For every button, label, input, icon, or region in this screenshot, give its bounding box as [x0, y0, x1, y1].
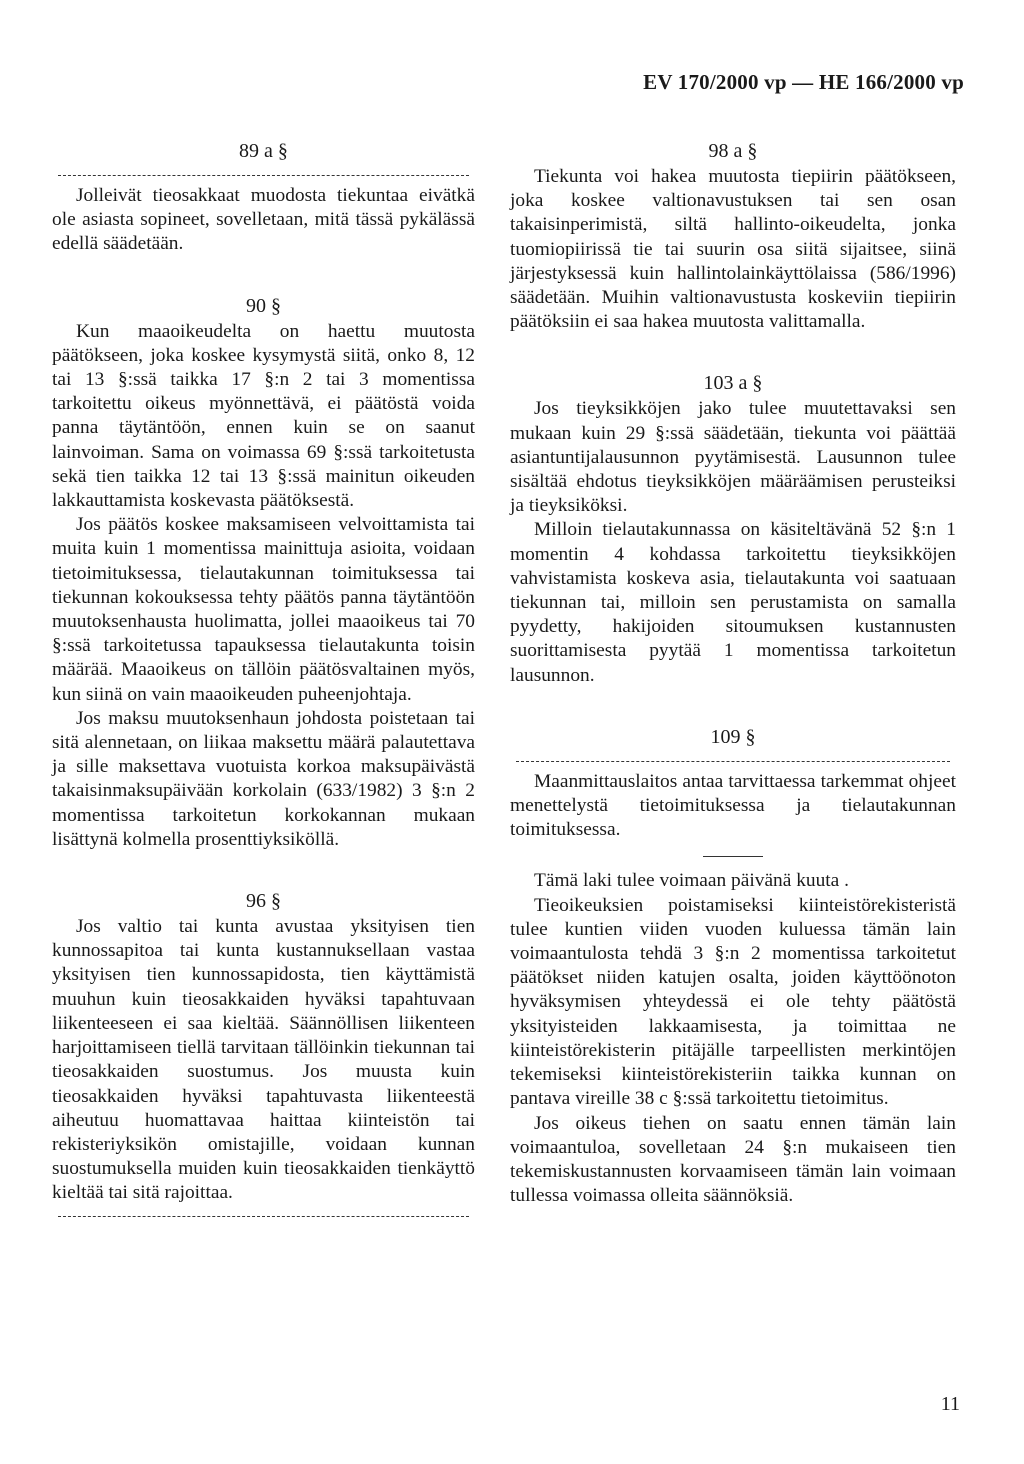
- section-90-heading: 90 §: [246, 294, 281, 317]
- section-89a-paragraph: Jolleivät tieosakkaat muodosta tiekuntaa eivätkä ole asiasta sopineet, sovelletaan, mitä tässä pykälässä edellä säädetään.: [52, 185, 475, 255]
- entry-into-force-paragraph: Tämä laki tulee voimaan päivänä kuuta .: [534, 870, 849, 892]
- transition-paragraph-1: Tieoikeuksien poistamiseksi kiinteistörekisteristä tulee kuntien viiden vuoden kuluessa tämän lain voimaantulosta tehdä 3 §:n 2 momentissa tarkoitetut päätökset niiden katujen osalta, joiden käyttöönoton hyväksymisen yhteydessä ei ole tehty päätöstä yksityisteiden lakkaamisesta, ja toimittaa ne kiinteistörekisterin pitäjälle tarpeellisten merkintöjen tekemiseksi kiinteistörekisteriin taikka kunnan on pantava vireille 38 c §:ssä tarkoitettu tietoimitus.: [510, 894, 956, 1110]
- section-103a-paragraph-1: Jos tieyksikköjen jako tulee muutettavaksi sen mukaan kuin 29 §:ssä säädetään, tiekunta voi päättää asiantuntijalausunnon pyytämisestä. Lausunnon tulee sisältää ehdotus tieyksikköjen määräämisen perusteiksi ja tieyksiköksi.: [510, 398, 956, 517]
- section-90-paragraph-3: Jos maksu muutoksenhaun johdosta poistetaan tai sitä alennetaan, on liikaa maksettu määrä palautettava ja sille maksettava vuotuista korkoa maksupäivästä takaisinmaksupäivään korkolain (633/1982) 3 §:n 2 momentissa tarkoitetun korkokannan mukaan lisättynä kolmella prosenttiyksiköllä.: [52, 707, 475, 850]
- omission-dash: [58, 1216, 469, 1217]
- left-column: [52, 138, 475, 1225]
- section-90-paragraph-1: Kun maaoikeudelta on haettu muutosta päätökseen, joka koskee kysymystä siitä, onko 8, 12 tai 13 §:ssä taikka 17 §:n 2 tai 3 momentissa tarkoitettu oikeus myönnettävä, ei päätöstä voida panna täytäntöön, ennen kuin se on saanut lainvoiman. Sama on voimassa 69 §:ssä tarkoitetusta sekä tien taikka 12 tai 13 §:ssä mainitun oikeuden lakkauttamista koskevasta päätöksestä.: [52, 320, 475, 512]
- section-103a-paragraph-2: Milloin tielautakunnassa on käsiteltävänä 52 §:n 1 momentin 4 kohdassa tarkoitettu tieyksikköjen vahvistamista koskeva asia, tielautakunta voi saatuaan tiekunnan tai, milloin sen perustamista on samalla pyydetty, hakijoiden sitoumuksen kustannusten suorittamisesta pyytää 1 momentissa tarkoitetun lausunnon.: [510, 519, 956, 686]
- section-98a-heading: 98 a §: [708, 140, 758, 162]
- section-90-paragraph-2: Jos päätös koskee maksamiseen velvoittamista tai muita kuin 1 momentissa mainittuja asioita, voidaan tietoimituksessa, tielautakunnan toimituksessa tai tiekunnan kokouksessa tehty päätös panna täytäntöön muutoksenhausta huolimatta, jollei maaoikeus tai 70 §:ssä tarkoitetussa tapauksessa tielautakunta toisin määrää. Maaoikeus on tällöin päätösvaltainen myös, kun siinä on vain maaoikeuden puheenjohtaja.: [52, 514, 475, 705]
- section-divider-rule: [703, 856, 763, 857]
- omission-dash: [516, 761, 950, 762]
- section-96-heading: 96 §: [246, 890, 281, 913]
- section-109-heading: 109 §: [710, 725, 756, 748]
- transition-paragraph-2: Jos oikeus tiehen on saatu ennen tämän lain voimaantuloa, sovelletaan 24 §:n mukaiseen tien tekemiskustannusten korvaamiseen tämän lain voimaan tullessa voimassa olleita säännöksiä.: [510, 1112, 956, 1207]
- omission-dash: [58, 175, 469, 176]
- page-number: 11: [940, 1393, 960, 1415]
- section-109-paragraph: Maanmittauslaitos antaa tarvittaessa tarkemmat ohjeet menettelystä tietoimituksessa ja tielautakunnan toimituksessa.: [510, 770, 956, 841]
- document-header: EV 170/2000 vp — HE 166/2000 vp: [643, 70, 964, 94]
- right-column: [510, 138, 956, 1208]
- section-98a-paragraph: Tiekunta voi hakea muutosta tiepiirin päätökseen, joka koskee valtionavustuksen tai sen osan takaisinperimistä, siltä hallinto-oikeudelta, jonka tuomiopiirissä tie tai suurin osa siitä sijaitsee, siinä järjestyksessä kuin hallintolainkäyttölaissa (586/1996) säädetään. Muihin valtionavustusta koskeviin tiepiirin päätöksiin ei saa hakea muutosta valittamalla.: [510, 166, 956, 333]
- section-96-paragraph: Jos valtio tai kunta avustaa yksityisen tien kunnossapitoa tai kunta kustannuksellaan vastaa yksityisen tien kunnossapidosta, tien käyttämistä muuhun kuin tieosakkaiden hyväksi tapahtuvaan liikenteeseen ei saa kieltää. Säännöllisen liikenteen harjoittamiseen tiellä tarvitaan tällöinkin tiekunnan tai tieosakkaiden suostumus. Jos muusta kuin tieosakkaiden hyväksi tapahtuvasta liikenteestä aiheutuu huomattavaa haittaa kiinteistön tai rekisteriyksikön omistajille, voidaan kunnan suostumuksella muiden kuin tieosakkaiden tienkäyttö kieltää tai sitä rajoittaa.: [52, 916, 475, 1204]
- section-103a-heading: 103 a §: [703, 372, 763, 395]
- section-89a-heading: 89 a §: [239, 140, 288, 162]
